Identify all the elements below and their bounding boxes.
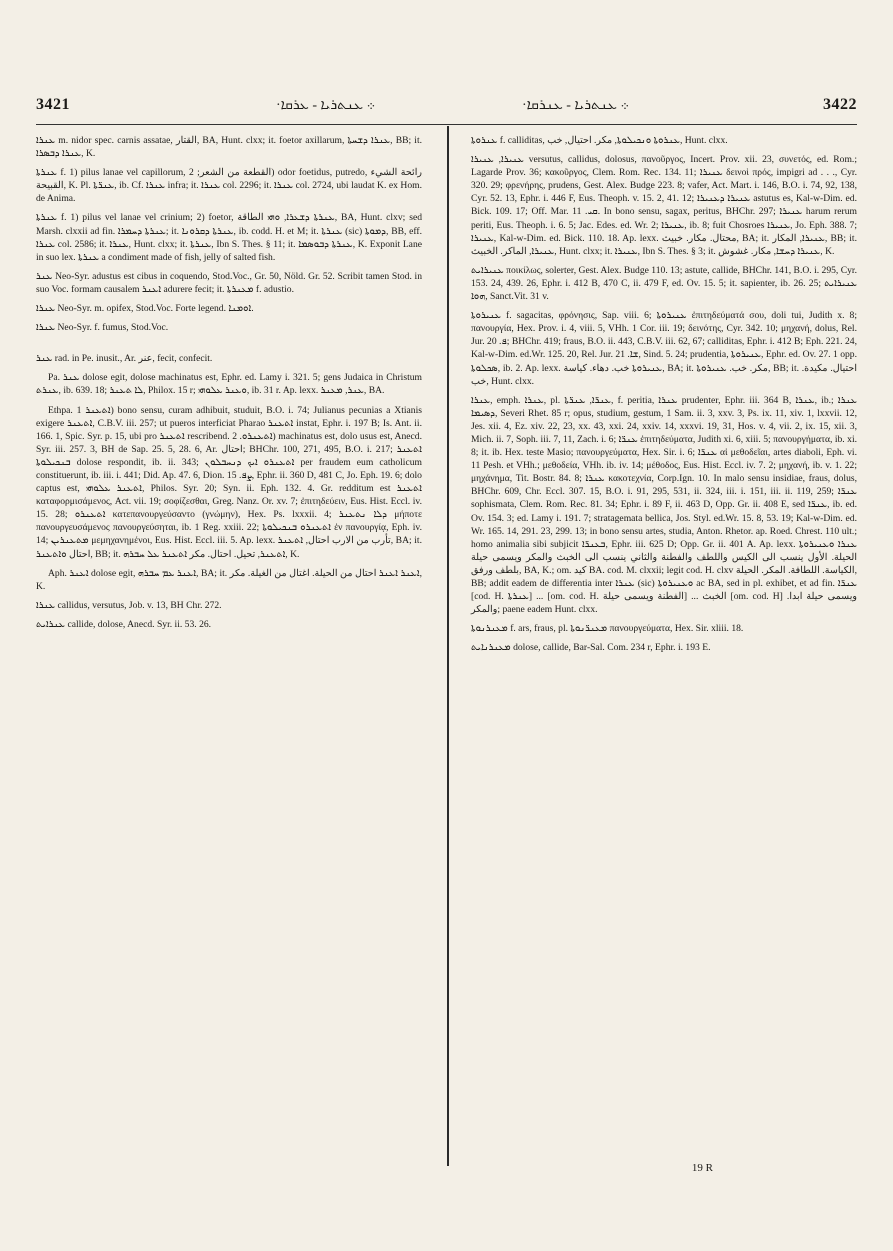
entry: ܥܢܪܘܬܐ f. calliditas, ܥܢܪܘܬܐ ܘܢܟܝܠܘܬܐ, مكر. احتيال, خب, Hunt. clxx. xyxy=(471,135,728,146)
right-page-number: 3422 xyxy=(823,96,857,113)
page-header xyxy=(36,96,857,120)
entry: ܥܢܝܪܐܝܬ ποικίλως, solerter, Gest. Alex. Budge 110. 13; astute, callide, BHChr. 141, B.O. i. 295, Cyr. 153. 24, 439. 26, Ephr. i. 412 B, 470 C, ii. 479 F, ed. Ov. 15. 5; it. sapienter, ib. 26. 25; ܥܢܝܪܐܝܬ ܗܘܐ, Sanct.Vit. 31 v. xyxy=(471,264,857,303)
entry: ܥܢܪ Neo-Syr. adustus est cibus in coquendo, Stod.Voc., Gr. 50, Nöld. Gr. 52. Scribit tamen Stod. in suo Voc. formam causalem ܐܥܢܪ adurere fecit; it. ܡܥܢܪܬܐ f. adustio. xyxy=(36,270,422,295)
entry: Ethpa. ܐܬܥܢܪ 1) bono sensu, curam adhibuit, studuit, B.O. i. 74; Julianus pecunias a Xtianis exigere ܐܬܥܢܪ, C.B.V. iii. 257; ut pueros interficiat Pharao ܐܬܥܢܪ instat, Ephr. i. 197 B; Is. Ant. ii. 166. 1, Spic. Syr. p. 15, ubi pro ܐܬܥܢܪ rescribend. ܐܬܥܢܪܘ. 2) machinatus est, dolo usus est, Anecd. Syr. iii. 257. 3, BH de Sap. 25. 5, 28. 6, Ar. احتال; BHChr. 100, 271, 495, B.O. i. 217; ܐܬܥܢܪ ܒܢܟܝܠܘܬܐ dolose respondit, ib. ii. 343; ܐܬܥܢܪܘ ܐܝܟ ܕܢܚܒܠܘܢ per fraudem eum catholicum constituerunt, ib. iii. i. 441; Did. Ap. 47. 6, Dion. ܨܦ. 15, Ephr. ii. 360 D, 481 C, Jo. Eph. 19. 6; dolo captus est, ܐܬܥܢܪ ܥܠܘܗܝ, Philos. Syr. 20; Syn. ii. Eph. 132. 4. Gr. redditum est ܐܬܥܢܪ καταφορμισάμενος, Act. vii. 19; σοφίζεσθαι, Greg. Nanz. Or. xv. 7; ἐπιτηδεύειν, Eus. Hist. Eccl. iv. 15. 28; ܐܬܥܢܪܘ κατεπανουργεύσαντο (γνώμην), Hex. Ps. lxxxii. 4; ܕܠܐ ܢܬܥܢܪ μήποτε πανουργευσάμενος πανουργεύσηται, ib. 1 Reg. xxiii. 22; ܐܬܥܢܪܘ ܒܢܟܝܠܘܬܐ ἐν πανουργίᾳ, Eph. iv. 14; ܡܬܥܢܪܝܢ μεμηχανημένοι, Eus. Hist. Eccl. iii. 5. Ap. lexx. تأرب من الارب احتال, ܐܬܥܢܪ, BA; it. احتال ܘܐܬܥܢܪ, BB; it. ܐܬܥܢܪ, تحيل. احتال. مكر ܐܬܥܢܪ ܥܠ ܚܒܪܗ, K. xyxy=(36,404,423,560)
right-column xyxy=(471,134,857,660)
entry: ܡܥܢܪܢܘܬܐ f. ars, fraus, pl. ܡܥܢܪ̈ܢܘܬܐ πανουργεύματα, Hex. Sir. xliii. 18. xyxy=(471,623,744,635)
entry: ܥܢܪܐ callidus, versutus, Job. v. 13, BH Chr. 272. xyxy=(36,599,222,611)
entry: ܥܢܪܐ Neo-Syr. m. opifex, Stod.Voc. Forte legend. ܐܘܡܢܐ. xyxy=(36,303,254,315)
right-running-head: ·܀ ܥܢܬܪܝܐ - ܥܢܪܩܐ xyxy=(522,98,629,113)
signature-mark: 19 R xyxy=(691,1162,713,1174)
entry: Aph. ܐܥܢܪ dolose egit, ܐܥܢܪ ܥܡ ܚܒܪܗ, BA; it. ܐܥܢܪ ܐܥܢܪ احتال من الحيلة. اغتال من الغيلة. مكر, K. xyxy=(36,567,422,592)
entry: Pa. ܥܢܪ dolose egit, dolose machinatus est, Ephr. ed. Lamy i. 321. 5; gens Judaica in Christum ܥܢܪܬ, ib. 639. 18; ܠܐ ܬܥܢܪ, Philox. 15 r; ܘܥܢܪ ܥܠܘܗܝ, ib. 31 r. Ap. lexx. ܥܢܪ, ܡܥܢܪ, BA. xyxy=(36,372,422,397)
entry: ܡܥܢܪܢܐܝܬ dolose, callide, Bar-Sal. Com. 234 r, Ephr. i. 193 E. xyxy=(471,642,711,654)
left-page-number: 3421 xyxy=(36,96,70,113)
header-rule xyxy=(36,124,857,125)
entry: ܥܢܪ rad. in Pe. inusit., Ar. عنر, fecit, confecit. xyxy=(36,353,213,365)
entry: ܥܢܪܬܐ f. 1) pilus vel lanae vel crinium; 2) foetor, ܥܢܪܬܐ ܕܫܥܪܐ, ܘܗܝ الطاقة, BA, Hunt. clxv; sed Marsh. clxxii ad fin. ܥܢܪܬܐ ܕܚܡܪܐ; it. ܥܢܪܬܐ ܕܩܪܘܢܐ, ib. codd. H. et M; it. ܥܢܪܬܐ (sic) ܕܡܘܬܐ, BB, eff. ܥܢܪܐ col. 2586; it. ܥܢܪܐ, Hunt. clxx; it. ܥܢܪܬܐ, Ibn S. Thes. § 11; it. ܥܢܪܬܐ ܕܒܘܣܡܐ, K. Exponit Lane in suo lex. ܥܢܪܬܐ a condiment made of fish, jelly of salted fish. xyxy=(36,212,423,263)
entry: ܥܢܪܐ Neo-Syr. f. fumus, Stod.Voc. xyxy=(36,322,169,334)
entry: ܥܢܪܐܝܬ callide, dolose, Anecd. Syr. ii. 53. 26. xyxy=(36,618,212,630)
entry: ܥܢܪܐ, emph. ܥܢܪܐ, pl. ܥܢܪ̈ܐ, ܥܢܪ̈ܬܐ, f. peritia, ܥܢܪܐ prudenter, Ephr. iii. 364 B, ܥܢܪܐ, ib.; ܥܢܪܐ ܕܣܝܡܐ, Severi Rhet. 85 r; opus, studium, gestum, 1 Sam. ii. 3, xxv. 3, Ps. ix. 11, xiv. 1, lxxvii. 12, Jes. xii. 4, Ez. xiv. 22, 23, xx. 43, xxi. 24, xxiv. 14, xxxvi. 19, 31, Hos. v. 4, vii. 2, ix. 15, xii. 3, Mich. ii. 7, Soph. iii. 7, 11, Zach. i. 6; ܥܢܪ̈ܐ ἐπιτηδεύματα, Judith xi. 6, xiii. 5; πανουργήματα, ib. xi. 8; it. ib. Hex. teste Masio; πανουργεύματα, Hex. Sir. i. 6; ܥܢܪ̈ܐ αἱ μεθοδεῖαι, artes diaboli, Eph. vi. 11 Pesh. et VHh.; μεθοδεία, VHh. ib. iv. 14; μέθοδος, Eus. Hist. Eccl. iv. 7. 2; μηχανή, ib. v. 1. 22; μηχάνημα, Tit. Bostr. 84. 8; ܥܢܪܐ κακοτεχνία, Corp.Ign. 10. In malo sensu insidiae, fraus, dolus, BHChr. 609, Chr. Eccl. 307. 15, B.O. i. 91, 295, 531, ii. 324, iii. i. 151, iii. ii. 119, 259; ܥܢܪ̈ܐ sophismata, Clem. Rom. Rec. 81. 34; Ephr. i. 89 F, ii. 463 D, Opp. Gr. ii. 408 E, sed ܥܢܪ̈ܐ, ib. ed. Ov. 154. 3; ed. Lamy i. 191. 7; stratagemata bellica, Jos. Styl. ed.Wr. 15. 8, 53. 19; Kal-w-Dim. ed. Wr. 165. 14, 291. 23, 299. 13; in bono sensu artes, studia, Anton. Rhetor. ap. Roed. Chrest. 110 ult.; homo animalia sibi subjicit ܒܥܢܪ̈ܐ, Ephr. iii. 625 D; Opp. Gr. ii. 401 A. Ap. lexx. ܥܢܪܐ ܘܥܢܝܪܘܬܐ الحيلة. الأول ينسب الى الكيس واللطف والفطنة والثاني ينسب الى الخبث والمكر ويسمى حيلة بلطف ورفق, BA, K.; om. كيد BA. cod. M. clxxii; legit cod. H. clxv الكياسة. اللطافة. المكر. الحيلة, BB; addit eadem de differentia inter ܥܢܪܐ (sic) ܘܥܢܝܪܘܬܐ ac BA, sed in pl. exhibet, et ad fin. ܥܢܪ̈ܐ [cod. H. ܥܢܪܬܐ] ... [om. cod. H. الفطنة ويسمى حيلة] ... الخبث [om. cod. H] ويسمى حيلة ابدا. والمكر; paene eadem Hunt. clxx. xyxy=(471,394,858,616)
entry: ܥܢܝܪܐ, ܥܢܝܪܐ versutus, callidus, dolosus, πανοῦργος, Incert. Prov. xii. 23, συνετός, ed. Rom.; Lagarde Prov. 36; κακοῦργος, Clem. Rom. Rec. 134. 11; ܥܢܝܪܐ δεινοὶ πρός, impigri ad . . ., Cyr. 320. 29; φρενήρης, prudens, Gest. Alex. Budge 223. 8; vafer, Act. Mart. i. 146, B.O. i. 74, 92, 138, Cyr. 52. 13, Ephr. i. 446 F, Eus. Theoph. v. 15. 2, 41. 12; ܥܢܝܪܐ ܕܥܢܝܪܐ astutus es, Kal-w-Dim. ed. Bick. 109. 17; Off. Mar. ܩܝ. 11. In bono sensu, sagax, peritus, BHChr. 297; ܥܢܝܪܐ harum rerum periti, Eus. Theoph. i. 6. 5; Jac. Edes. ed. Wr. 2; ܥܢܝܪܐ, ib. 8; fuit Chosroes ܥܢܝܪܐ, Jo. Eph. 388. 7; ܥܢܝܪܐ, Kal-w-Dim. ed. Bick. 110. 18. Ap. lexx. محتال. مكار. خبيث, BA; it. ܥܢܝܪܐ, المكار, BB; it. ܥܢܝܪܐ, الماكر. الخبيث, Hunt. clxx; it. ܥܢܝܪܐ, Ibn S. Thes. § 3; it. ܥܢܝܪܐ ܕܚܫܐ, مكار. غشوش, K. xyxy=(471,154,858,257)
left-column xyxy=(36,134,422,637)
entry: ܥܢܝܪܘܬܐ f. sagacitas, φρόνησις, Sap. viii. 6; ܥܢܝܪܘܬܐ ἐπιτηδεύματά σου, doli tui, Judith x. 8; πανουργία, Hex. Prov. i. 4, viii. 5, VHh. 1 Cor. iii. 19; δεινότης, Cyr. 342. 10; μηχανή, dolus, Rel. Jur. ܦ. 20; BHChr. 419; fraus, B.O. ii. 443, C.B.V. iii. 62, 67; calliditas, Ephr. i. 412 B; Eph. 221. 24, Kal-w-Dim. ed.Wr. 125. 20, Rel. Jur. ܫܐ. 21, Sind. 5. 24; prudentia, ܥܢܝܪܘܬܐ, Ephr. ed. Ov. 27. 1 opp. ܣܟܠܘܬܐ, ib. 2. Ap. lexx. ܥܢܝܪܘܬܐ خب. دهاء. كياسة, BA; it. مكر. خب. ܥܢܝܪܘܬܐ, BB; it. احتيال. مكيدة. خب, Hunt. clxx. xyxy=(471,310,857,387)
column-divider xyxy=(447,126,449,1166)
entry: ܥܢܪܐ m. nidor spec. carnis assatae, القتار, BA, Hunt. clxx; it. foetor axillarum, ܥܢܪܐ ܕܫܚܬܐ, BB; it. ܥܢܪܐ ܕܒܣܪܐ, K. xyxy=(36,135,423,160)
left-running-head: ·܀ ܥܢܬܪܝܐ - ܥܪܩܐ xyxy=(276,98,376,113)
entry: ܥܢܪܬܐ f. 1) pilus lanae vel capillorum, القطعة من الشعر; 2) odor foetidus, putredo, رائحة الشيء القبيحة, K. Pl. ܥܢܪ̈ܬܐ, ib. Cf. ܥܢܪܐ infra; it. ܥܢܪܐ col. 2296; it. ܥܢܪܐ col. 2724, ubi laudat K. ex Hom. de Anima. xyxy=(36,167,423,205)
